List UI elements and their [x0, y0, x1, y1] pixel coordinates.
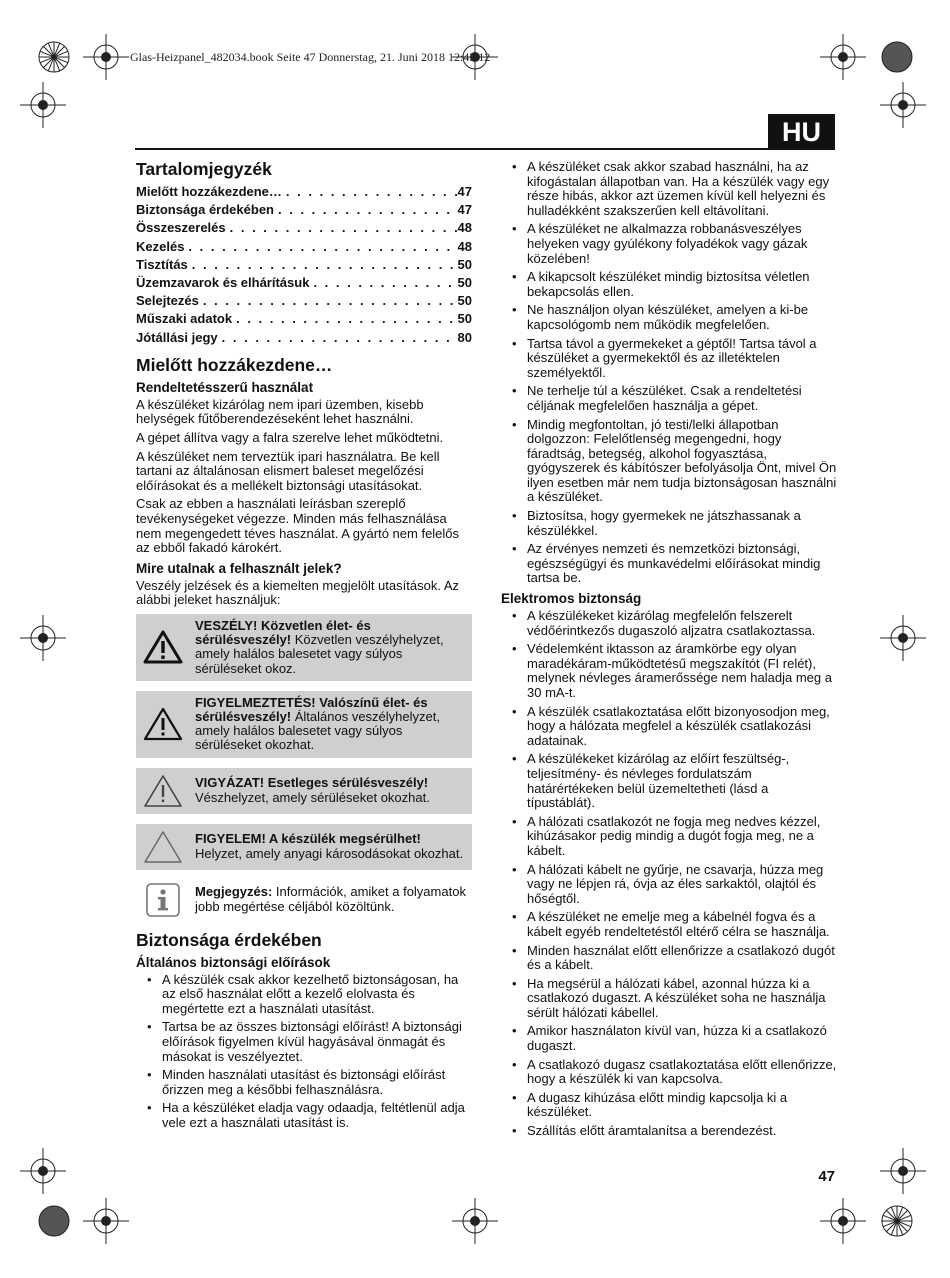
table-of-contents — [136, 183, 472, 347]
list-item: • A hálózati kábelt ne gyűrje, ne csavarja, húzza meg vagy ne lépjen rá, óvja az éles sarkaktól, olajtól és hőségtől. — [501, 863, 837, 907]
toc-leader-dots — [188, 256, 458, 274]
general-safety-list-right — [501, 160, 837, 586]
toc-entry-page: 48 — [457, 238, 472, 254]
crosshair-mark-icon — [83, 1198, 129, 1244]
toc-leader-dots — [274, 201, 458, 219]
list-item: • Minden használat előtt ellenőrizze a csatlakozó dugót és a kábelt. — [501, 944, 837, 973]
left-column — [136, 157, 472, 1135]
list-item: • A készülékeket kizárólag megfelelőn felszerelt védőérintkezős dugaszoló aljzatra csatlakoztassa. — [501, 609, 837, 638]
list-item: • A készüléket ne emelje meg a kábelnél fogva és a kábelt egyéb rendeltetéstől eltérő célra se használja. — [501, 910, 837, 939]
warning-box-warning — [136, 691, 472, 758]
list-item: • Ha a készüléket eladja vagy odaadja, feltétlenül adja vele ezt a használati utasítást is. — [136, 1101, 472, 1130]
list-item: • A csatlakozó dugasz csatlakoztatása előtt ellenőrizze, hogy a készülék ki van kapcsolva. — [501, 1058, 837, 1087]
list-item: • A készülék csatlakoztatása előtt bizonyosodjon meg, hogy a hálózata megfelel a készülék csatlakozási adatainak. — [501, 705, 837, 749]
list-item: • A kikapcsolt készüléket mindig biztosítsa véletlen bekapcsolás ellen. — [501, 270, 837, 299]
toc-entry-page: 50 — [457, 293, 472, 309]
list-item: • Ha megsérül a hálózati kábel, azonnal húzza ki a csatlakozó dugaszt. A készüléket soha ne használja sérült hálózati kábellel. — [501, 977, 837, 1021]
crosshair-mark-icon — [452, 1198, 498, 1244]
toc-entry[interactable] — [136, 292, 472, 310]
toc-entry[interactable] — [136, 256, 472, 274]
electrical-safety-list — [501, 609, 837, 1139]
list-item: • A készüléket csak akkor szabad használni, ha az kifogástalan állapotban van. Ha a készülék vagy egy része hibás, akkor azt üzemen kívül kell helyezni és hulladékként szakszerűen kell eltávolítani. — [501, 160, 837, 218]
intended-use-heading: Rendeltetésszerű használat — [136, 379, 314, 395]
section-title-safety: Biztonsága érdekében — [136, 929, 322, 950]
right-column — [501, 157, 837, 1143]
toc-entry-title: Jótállási jegy — [136, 329, 218, 345]
note-label: Megjegyzés: — [195, 884, 273, 900]
toc-entry-page: 47 — [457, 202, 472, 218]
toc-entry-title: Kezelés — [136, 238, 185, 254]
warning-triangle-icon — [142, 706, 184, 742]
body-paragraph: A készüléket kizárólag nem ipari üzemben, kisebb helységek fűtőberendezéseként lehet használni. — [136, 396, 424, 427]
list-item: • Védelemként iktasson az áramkörbe egy olyan maradékáram-működtetésű megszakítót (FI relét), melynek névleges áramerőssége nem haladja meg a 30 mA-t. — [501, 642, 837, 700]
toc-entry-page: 50 — [457, 275, 472, 291]
list-item: • Amikor használaton kívül van, húzza ki a csatlakozó dugaszt. — [501, 1024, 837, 1053]
warning-text: Helyzet, amely anyagi károsodásokat okozhat. — [195, 845, 464, 861]
list-item: • Tartsa távol a gyermekeket a géptől! Tartsa távol a készüléket a gyermekektől és az illetéktelen személyektől. — [501, 337, 837, 381]
crosshair-mark-icon — [20, 82, 66, 128]
toc-title: Tartalomjegyzék — [136, 159, 272, 179]
list-item: • Biztosítsa, hogy gyermekek ne játszhassanak a készülékkel. — [501, 509, 837, 538]
list-item: • A hálózati csatlakozót ne fogja meg nedves kézzel, kihúzásakor pedig mindig a dugót fogja meg, ne a kábelt. — [501, 815, 837, 859]
toc-entry[interactable] — [136, 219, 472, 237]
crosshair-mark-icon — [83, 34, 129, 80]
toc-leader-dots — [218, 329, 458, 347]
crosshair-mark-icon — [20, 1148, 66, 1194]
warning-label: VESZÉLY! Közvetlen élet- és sérülésveszély! — [195, 617, 371, 648]
toc-entry[interactable] — [136, 201, 472, 219]
caution-triangle-icon — [142, 773, 184, 809]
body-paragraph: Csak az ebben a használati leírásban szereplő tevékenységeket végezze. Minden más felhasználása nem megengedett téves használat. A gyártó nem felelős az ebből fakadó károkért. — [136, 496, 460, 556]
warning-label: VIGYÁZAT! Esetleges sérülésveszély! — [195, 775, 429, 791]
body-paragraph: A készüléket nem terveztük ipari használatra. Be kell tartani az általánosan elismert baleset megelőzési előírásokat és a mellékelt biztonsági utasításokat. — [136, 448, 440, 493]
page-number: 47 — [818, 1168, 835, 1185]
language-badge: HU — [768, 114, 835, 150]
warning-text: Vészhelyzet, amely sérüléseket okozhat. — [195, 789, 430, 805]
toc-leader-dots — [232, 310, 457, 328]
toc-leader-dots — [282, 183, 458, 201]
danger-triangle-icon — [142, 629, 184, 665]
list-item: • Ne terhelje túl a készüléket. Csak a rendeltetési céljának megfelelően használja a gépet. — [501, 384, 837, 413]
body-paragraph: A gépet állítva vagy a falra szerelve lehet működtetni. — [136, 430, 444, 446]
toc-entry[interactable] — [136, 238, 472, 256]
warning-box-attention — [136, 824, 472, 870]
warning-label: FIGYELMEZTETÉS! Valószínű élet- és sérülésveszély! — [195, 694, 428, 724]
crosshair-mark-icon — [880, 615, 926, 661]
registration-mark-icon — [33, 36, 75, 78]
list-item: • Szállítás előtt áramtalanítsa a berendezést. — [501, 1124, 837, 1139]
list-item: • A készülékeket kizárólag az előírt feszültség-, teljesítmény- és névleges fordulatszám határértékeken belül üzemeltetheti (lásd a típustáblát). — [501, 752, 837, 810]
toc-entry-page: 50 — [457, 311, 472, 327]
toc-entry[interactable] — [136, 310, 472, 328]
list-item: • Az érvényes nemzeti és nemzetközi biztonsági, egészségügyi és munkavédelmi előírásokat mindig tartsa be. — [501, 542, 837, 586]
toc-entry[interactable] — [136, 329, 472, 347]
toc-entry-title: Műszaki adatok — [136, 311, 233, 327]
toc-entry-title: Selejtezés — [136, 293, 199, 309]
crosshair-mark-icon — [880, 82, 926, 128]
toc-leader-dots — [226, 219, 458, 237]
list-item: • A készüléket ne alkalmazza robbanásveszélyes helyeken vagy gyúlékony folyadékok vagy gázak közelében! — [501, 222, 837, 266]
info-icon — [142, 882, 184, 918]
list-item: • A készülék csak akkor kezelhető biztonságosan, ha az első használat előtt a kezelő elolvasta és megértette ezt a használati utasítást. — [136, 973, 472, 1017]
toc-entry-title: Összeszerelés — [136, 220, 226, 236]
gray-dot-mark-icon — [876, 36, 918, 78]
list-item: • Minden használati utasítást és biztonsági előírást őrizzen meg a későbbi felhasználásra. — [136, 1068, 472, 1097]
warning-label: FIGYELEM! A készülék megsérülhet! — [195, 831, 421, 847]
signs-intro: Veszély jelzések és a kiemelten megjelölt utasítások. Az alábbi jeleket használjuk: — [136, 577, 459, 608]
crosshair-mark-icon — [880, 1148, 926, 1194]
section-title-before: Mielőtt hozzákezdene… — [136, 354, 333, 375]
toc-entry[interactable] — [136, 274, 472, 292]
toc-entry-title: Üzemzavarok és elhárításuk — [136, 275, 310, 291]
book-file-info: Glas-Heizpanel_482034.book Seite 47 Donnerstag, 21. Juni 2018 12:43 12 — [130, 50, 491, 64]
note-text: Információk, amiket a folyamatok jobb megértése céljából közöltünk. — [195, 884, 466, 914]
electrical-safety-heading: Elektromos biztonság — [501, 591, 642, 607]
toc-entry-page: 80 — [457, 329, 472, 345]
header-rule — [135, 148, 835, 150]
toc-leader-dots — [184, 238, 457, 256]
general-safety-list-left — [136, 973, 472, 1131]
warning-box-caution — [136, 768, 472, 814]
toc-entry-title: Mielőtt hozzákezdene… — [136, 184, 282, 199]
list-item: • A dugasz kihúzása előtt mindig kapcsolja ki a készüléket. — [501, 1091, 837, 1120]
toc-entry-title: Tisztítás — [136, 256, 188, 272]
toc-entry[interactable] — [136, 183, 472, 201]
general-safety-heading: Általános biztonsági előírások — [136, 954, 331, 970]
list-item: • Ne használjon olyan készüléket, amelyen a ki-be kapcsológomb nem működik megfelelően. — [501, 303, 837, 332]
crosshair-mark-icon — [20, 615, 66, 661]
note-box — [136, 880, 472, 920]
warning-text: Közvetlen veszélyhelyzet, amely halálos balesetet vagy súlyos sérüléseket okoz. — [195, 632, 444, 676]
list-item: • Mindig megfontoltan, jó testi/lelki állapotban dolgozzon: Felelőtlenség megengedni, hogy fáradtság, betegség, alkohol fogyasztása, gyógyszerek és kábítószer befolyásolja Önt, mivel Ön ilyen esetben már nem tudja biztonságosan használni a készüléket. — [501, 418, 837, 506]
signs-heading: Mire utalnak a felhasznált jelek? — [136, 560, 342, 576]
crosshair-mark-icon — [820, 34, 866, 80]
toc-leader-dots — [199, 292, 458, 310]
toc-entry-page: 47 — [457, 184, 472, 199]
registration-mark-icon — [876, 1200, 918, 1242]
warning-box-danger — [136, 614, 472, 681]
toc-entry-page: 50 — [457, 256, 472, 272]
toc-leader-dots — [309, 274, 457, 292]
list-item: • Tartsa be az összes biztonsági előírást! A biztonsági előírások figyelmen kívül hagyásával önmagát és másokat is veszélyeztet. — [136, 1020, 472, 1064]
toc-entry-page: 48 — [457, 220, 472, 236]
gray-dot-mark-icon — [33, 1200, 75, 1242]
toc-entry-title: Biztonsága érdekében — [136, 202, 274, 218]
crosshair-mark-icon — [820, 1198, 866, 1244]
warning-text: Általános veszélyhelyzet, amely halálos balesetet vagy súlyos sérüléseket okozhat. — [195, 708, 440, 753]
attention-triangle-icon — [142, 829, 184, 865]
